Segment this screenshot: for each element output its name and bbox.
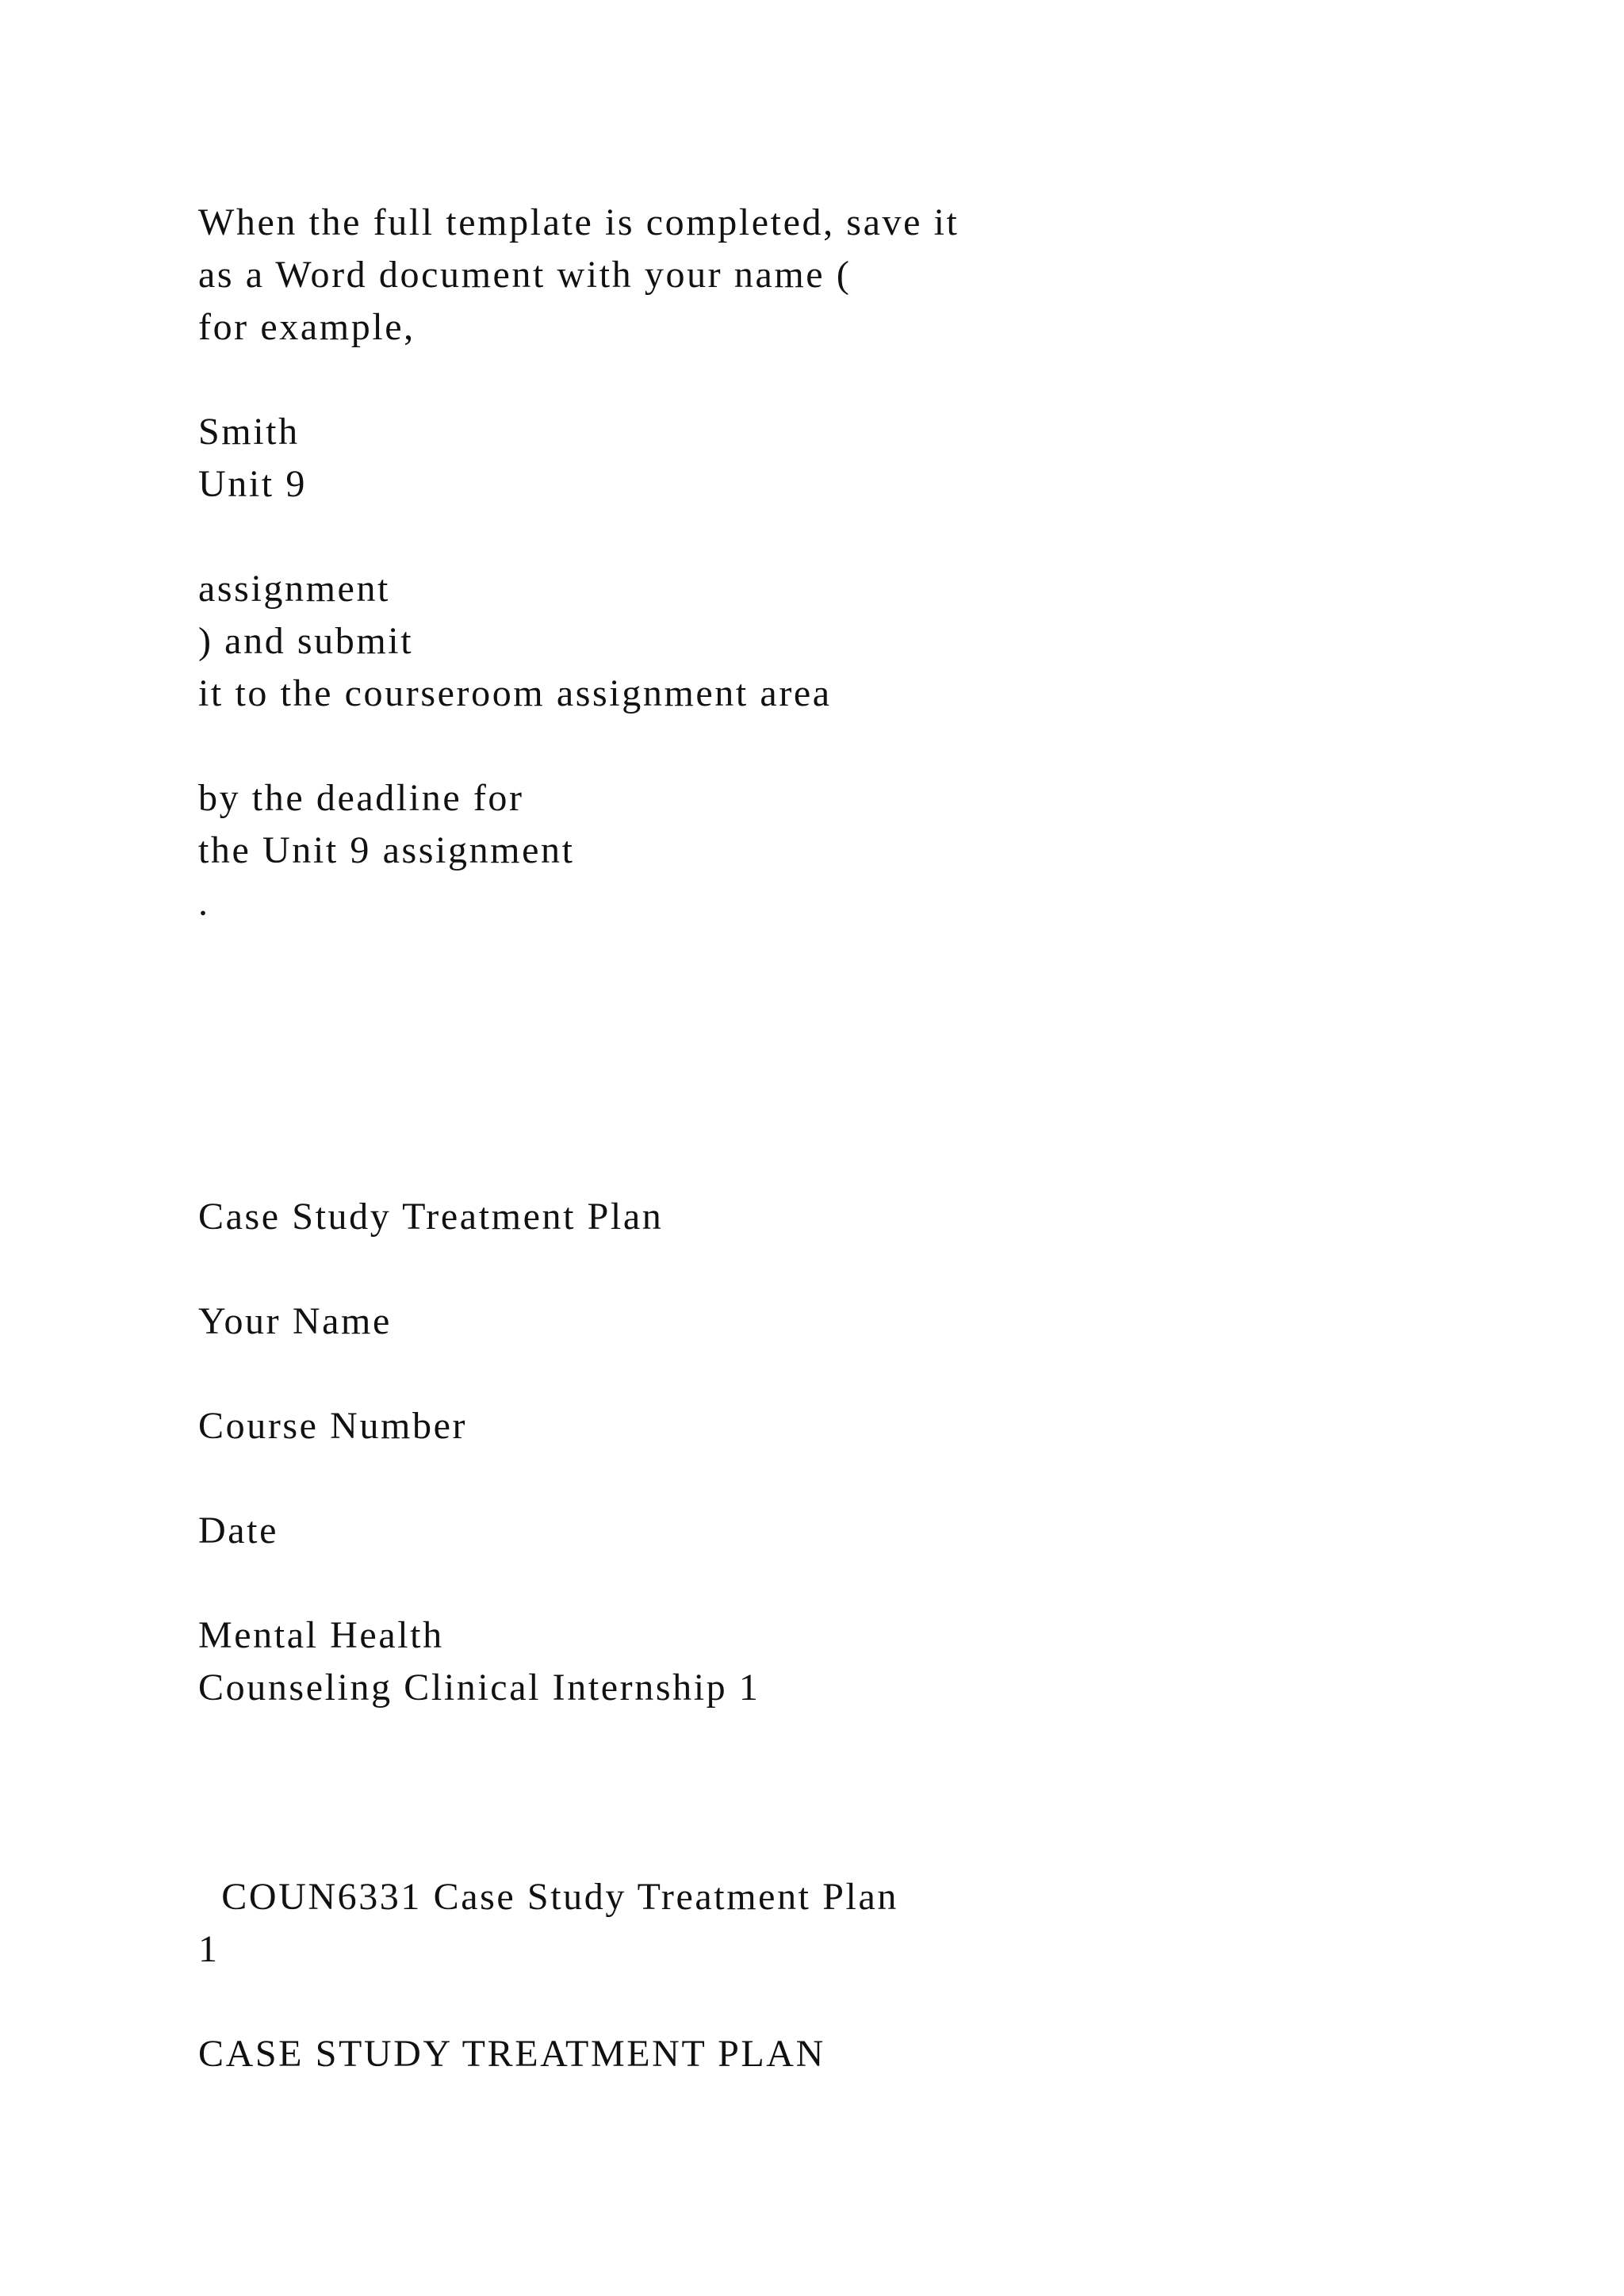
instruction-line-6: assignment: [198, 568, 390, 610]
instruction-line-11: .: [198, 882, 210, 924]
instruction-line-4: Smith: [198, 411, 300, 453]
date-line: Date: [198, 1510, 279, 1552]
instruction-line-3: for example,: [198, 306, 416, 348]
course-title-line-2: Counseling Clinical Internship 1: [198, 1667, 760, 1709]
course-title-line-1: Mental Health: [198, 1614, 444, 1656]
instruction-line-2: as a Word document with your name (: [198, 254, 852, 296]
instruction-line-1: When the full template is completed, save it: [198, 201, 959, 243]
instruction-line-8: it to the courseroom assignment area: [198, 672, 832, 714]
section-heading: CASE STUDY TREATMENT PLAN: [198, 2033, 825, 2075]
instruction-line-7: ) and submit: [198, 620, 414, 662]
instruction-line-5: Unit 9: [198, 463, 307, 505]
running-header: COUN6331 Case Study Treatment Plan: [198, 1876, 898, 1918]
course-number-line: Course Number: [198, 1405, 468, 1447]
instruction-line-10: the Unit 9 assignment: [198, 829, 575, 871]
instruction-line-9: by the deadline for: [198, 777, 524, 819]
name-line: Your Name: [198, 1300, 392, 1342]
page-number: 1: [198, 1928, 220, 1970]
title-line: Case Study Treatment Plan: [198, 1196, 664, 1238]
